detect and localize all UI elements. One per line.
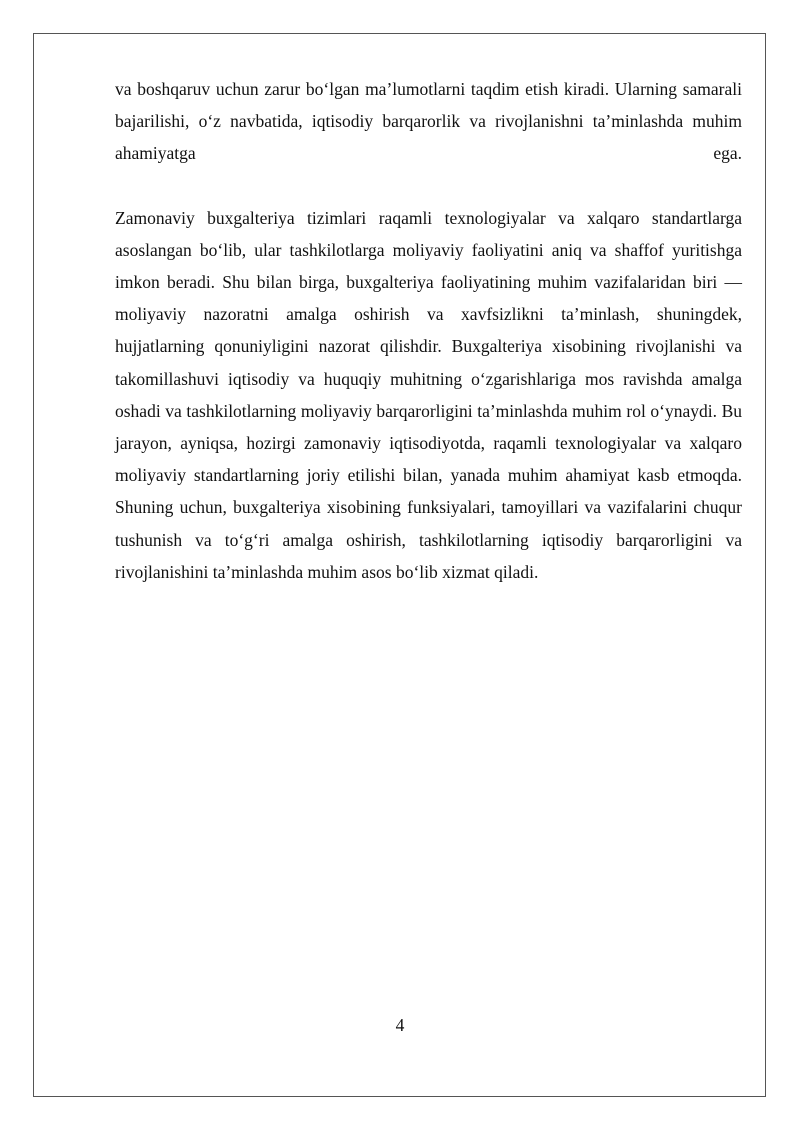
page-number: 4: [395, 1015, 405, 1035]
paragraph-spacer: [115, 170, 742, 202]
paragraph-2: Zamonaviy buxgalteriya tizimlari raqamli texnologiyalar va xalqaro standartlarga asoslangan bo‘lib, ular tashkilotlarga moliyaviy faoliyatini aniq va shaffof yuritishga imkon beradi. Shu bilan birga, buxgalteriya faoliyatining muhim vazifalaridan biri — moliyaviy nazoratni amalga oshirish va xavfsizlikni ta’minlash, shuningdek, hujjatlarning qonuniyligini nazorat qilishdir. Buxgalteriya xisobining rivojlanishi va takomillashuvi iqtisodiy va huquqiy muhitning o‘zgarishlariga mos ravishda amalga oshadi va tashkilotlarning moliyaviy barqarorligini ta’minlashda muhim rol o‘ynaydi. Bu jarayon, ayniqsa, hozirgi zamonaviy iqtisodiyotda, raqamli texnologiyalar va xalqaro moliyaviy standartlarning joriy etilishi bilan, yanada muhim ahamiyat kasb etmoqda. Shuning uchun, buxgalteriya xisobining funksiyalari, tamoyillari va vazifalarini chuqur tushunish va to‘g‘ri amalga oshirish, tashkilotlarning iqtisodiy barqarorligini va rivojlanishini ta’minlashda muhim asos bo‘lib xizmat qiladi.: [115, 207, 742, 582]
document-body: [115, 73, 742, 588]
paragraph-1: va boshqaruv uchun zarur bo‘lgan ma’lumotlarni taqdim etish kiradi. Ularning samarali bajarilishi, o‘z navbatida, iqtisodiy barqarorlik va rivojlanishni ta’minlashda muhim ahamiyatga ega.: [115, 79, 742, 164]
